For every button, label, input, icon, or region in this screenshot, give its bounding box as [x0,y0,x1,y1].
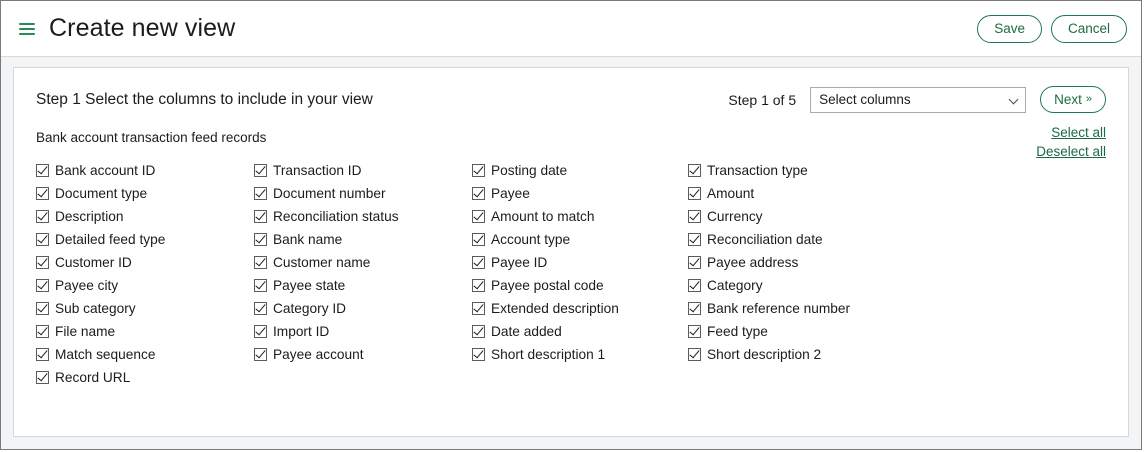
column-checkbox-item[interactable] [688,343,1106,366]
column-checkbox-label: Payee ID [491,254,548,270]
column-checkbox-label: Amount to match [491,208,595,224]
checkbox-icon[interactable] [688,279,701,292]
column-checkbox-item[interactable] [254,228,472,251]
column-checkbox-label: Bank account ID [55,162,156,178]
column-checkbox-item[interactable] [688,182,1106,205]
column-checkbox-label: Payee account [273,346,364,362]
column-checkbox-item[interactable] [688,297,1106,320]
checkbox-icon[interactable] [254,348,267,361]
checkbox-icon[interactable] [688,210,701,223]
column-checkbox-label: Currency [707,208,763,224]
save-button[interactable]: Save [977,15,1042,43]
column-checkbox-item[interactable] [254,274,472,297]
column-checkbox-label: File name [55,323,116,339]
checkbox-icon[interactable] [472,233,485,246]
column-checkbox-label: Match sequence [55,346,156,362]
hamburger-menu-icon[interactable] [19,20,39,38]
column-checkbox-item[interactable] [36,251,254,274]
column-checkbox-label: Payee [491,185,530,201]
column-checkbox-label: Category [707,277,763,293]
column-checkbox-item[interactable] [36,228,254,251]
column-checkbox-item[interactable] [254,205,472,228]
select-columns-dropdown[interactable]: Select columns [810,87,1026,113]
column-checkbox-item[interactable] [472,205,688,228]
step-title: Step 1 Select the columns to include in your view [36,90,373,108]
column-checkbox-label: Customer ID [55,254,132,270]
column-checkbox-item[interactable] [472,228,688,251]
step-counter: Step 1 of 5 [728,91,797,108]
column-checkbox-label: Document number [273,185,386,201]
checkbox-icon[interactable] [36,164,49,177]
column-checkbox-item[interactable] [688,274,1106,297]
checkbox-icon[interactable] [36,371,49,384]
column-checkbox-item[interactable] [472,320,688,343]
column-checkbox-item[interactable] [688,159,1106,182]
column-checkbox-label: Reconciliation date [707,231,823,247]
column-checkbox-label: Account type [491,231,571,247]
page-title: Create new view [49,14,236,42]
checkbox-icon[interactable] [254,233,267,246]
cancel-button[interactable]: Cancel [1051,15,1127,43]
select-all-link[interactable]: Select all [1051,125,1106,140]
column-checkbox-item[interactable] [254,343,472,366]
column-checkbox-item[interactable] [472,343,688,366]
column-checkbox-item[interactable] [36,297,254,320]
checkbox-icon[interactable] [472,210,485,223]
wizard-toolbar [36,86,1106,113]
column-checkbox-item[interactable] [254,251,472,274]
column-checkbox-item[interactable] [36,205,254,228]
checkbox-icon[interactable] [472,302,485,315]
column-checkbox-item[interactable] [36,182,254,205]
chevron-right-icon: » [1085,93,1092,105]
checkbox-icon[interactable] [688,233,701,246]
column-checkbox-item[interactable] [36,159,254,182]
checkbox-icon[interactable] [472,256,485,269]
checkbox-icon[interactable] [254,210,267,223]
checkbox-icon[interactable] [36,302,49,315]
page-header [1,1,1141,57]
checkbox-icon[interactable] [472,164,485,177]
checkbox-icon[interactable] [254,256,267,269]
column-checkbox-label: Import ID [273,323,330,339]
record-type-subtitle: Bank account transaction feed records [36,130,267,145]
column-checkbox-label: Customer name [273,254,371,270]
checkbox-icon[interactable] [254,302,267,315]
checkbox-icon[interactable] [688,325,701,338]
next-button[interactable] [1040,86,1106,113]
column-checkbox-label: Transaction ID [273,162,362,178]
checkbox-icon[interactable] [472,187,485,200]
column-checkbox-label: Category ID [273,300,347,316]
checkbox-icon[interactable] [36,325,49,338]
checkbox-icon[interactable] [36,210,49,223]
checkbox-icon[interactable] [688,187,701,200]
wizard-card [13,67,1129,437]
column-checkbox-item[interactable] [254,182,472,205]
checkbox-icon[interactable] [254,164,267,177]
checkbox-icon[interactable] [472,348,485,361]
column-checkbox-item[interactable] [254,297,472,320]
column-checkbox-item[interactable] [688,320,1106,343]
column-checkbox-label: Transaction type [707,162,808,178]
column-checkbox-label: Feed type [707,323,768,339]
column-checkbox-item[interactable] [254,159,472,182]
column-checkbox-label: Short description 2 [707,346,822,362]
column-checkbox-label: Payee city [55,277,119,293]
column-checkbox-label: Sub category [55,300,136,316]
column-checkbox-item[interactable] [472,251,688,274]
checkbox-icon[interactable] [36,256,49,269]
column-checkbox-item[interactable] [36,274,254,297]
column-checkbox-item[interactable] [36,320,254,343]
checkbox-icon[interactable] [688,302,701,315]
checkbox-icon[interactable] [36,233,49,246]
column-checkbox-item[interactable] [472,274,688,297]
selection-links [1036,123,1106,161]
column-checkbox-label: Amount [707,185,755,201]
column-checkbox-label: Payee address [707,254,799,270]
column-checkbox-label: Detailed feed type [55,231,166,247]
checkbox-icon[interactable] [36,348,49,361]
column-checkbox-label: Record URL [55,369,131,385]
next-button-label: Next [1054,92,1082,107]
checkbox-icon[interactable] [688,164,701,177]
deselect-all-link[interactable]: Deselect all [1036,144,1106,159]
checkbox-icon[interactable] [688,256,701,269]
column-checkbox-label: Extended description [491,300,619,316]
column-checkbox-item[interactable] [254,320,472,343]
checkbox-icon[interactable] [36,187,49,200]
checkbox-icon[interactable] [688,348,701,361]
column-checkbox-label: Description [55,208,124,224]
checkbox-icon[interactable] [254,279,267,292]
checkbox-icon[interactable] [254,325,267,338]
body-area [1,57,1141,449]
column-checkbox-label: Bank name [273,231,343,247]
column-checkbox-item[interactable] [36,343,254,366]
column-checkbox-label: Payee postal code [491,277,604,293]
column-checkbox-item[interactable] [688,228,1106,251]
column-checkbox-label: Bank reference number [707,300,851,316]
column-checkbox-label: Document type [55,185,148,201]
column-checkbox-label: Date added [491,323,562,339]
column-checkbox-label: Short description 1 [491,346,606,362]
column-checkbox-item[interactable] [472,297,688,320]
checkbox-icon[interactable] [472,325,485,338]
column-checkbox-label: Reconciliation status [273,208,399,224]
column-checkbox-item[interactable] [688,205,1106,228]
column-checkbox-item[interactable] [36,366,254,389]
checkbox-icon[interactable] [254,187,267,200]
column-checkbox-item[interactable] [472,182,688,205]
column-checkbox-label: Payee state [273,277,346,293]
column-checkbox-grid [36,159,1106,389]
column-checkbox-label: Posting date [491,162,568,178]
checkbox-icon[interactable] [36,279,49,292]
checkbox-icon[interactable] [472,279,485,292]
column-checkbox-item[interactable] [472,159,688,182]
select-columns-dropdown-wrap [810,87,1026,113]
column-checkbox-item[interactable] [688,251,1106,274]
